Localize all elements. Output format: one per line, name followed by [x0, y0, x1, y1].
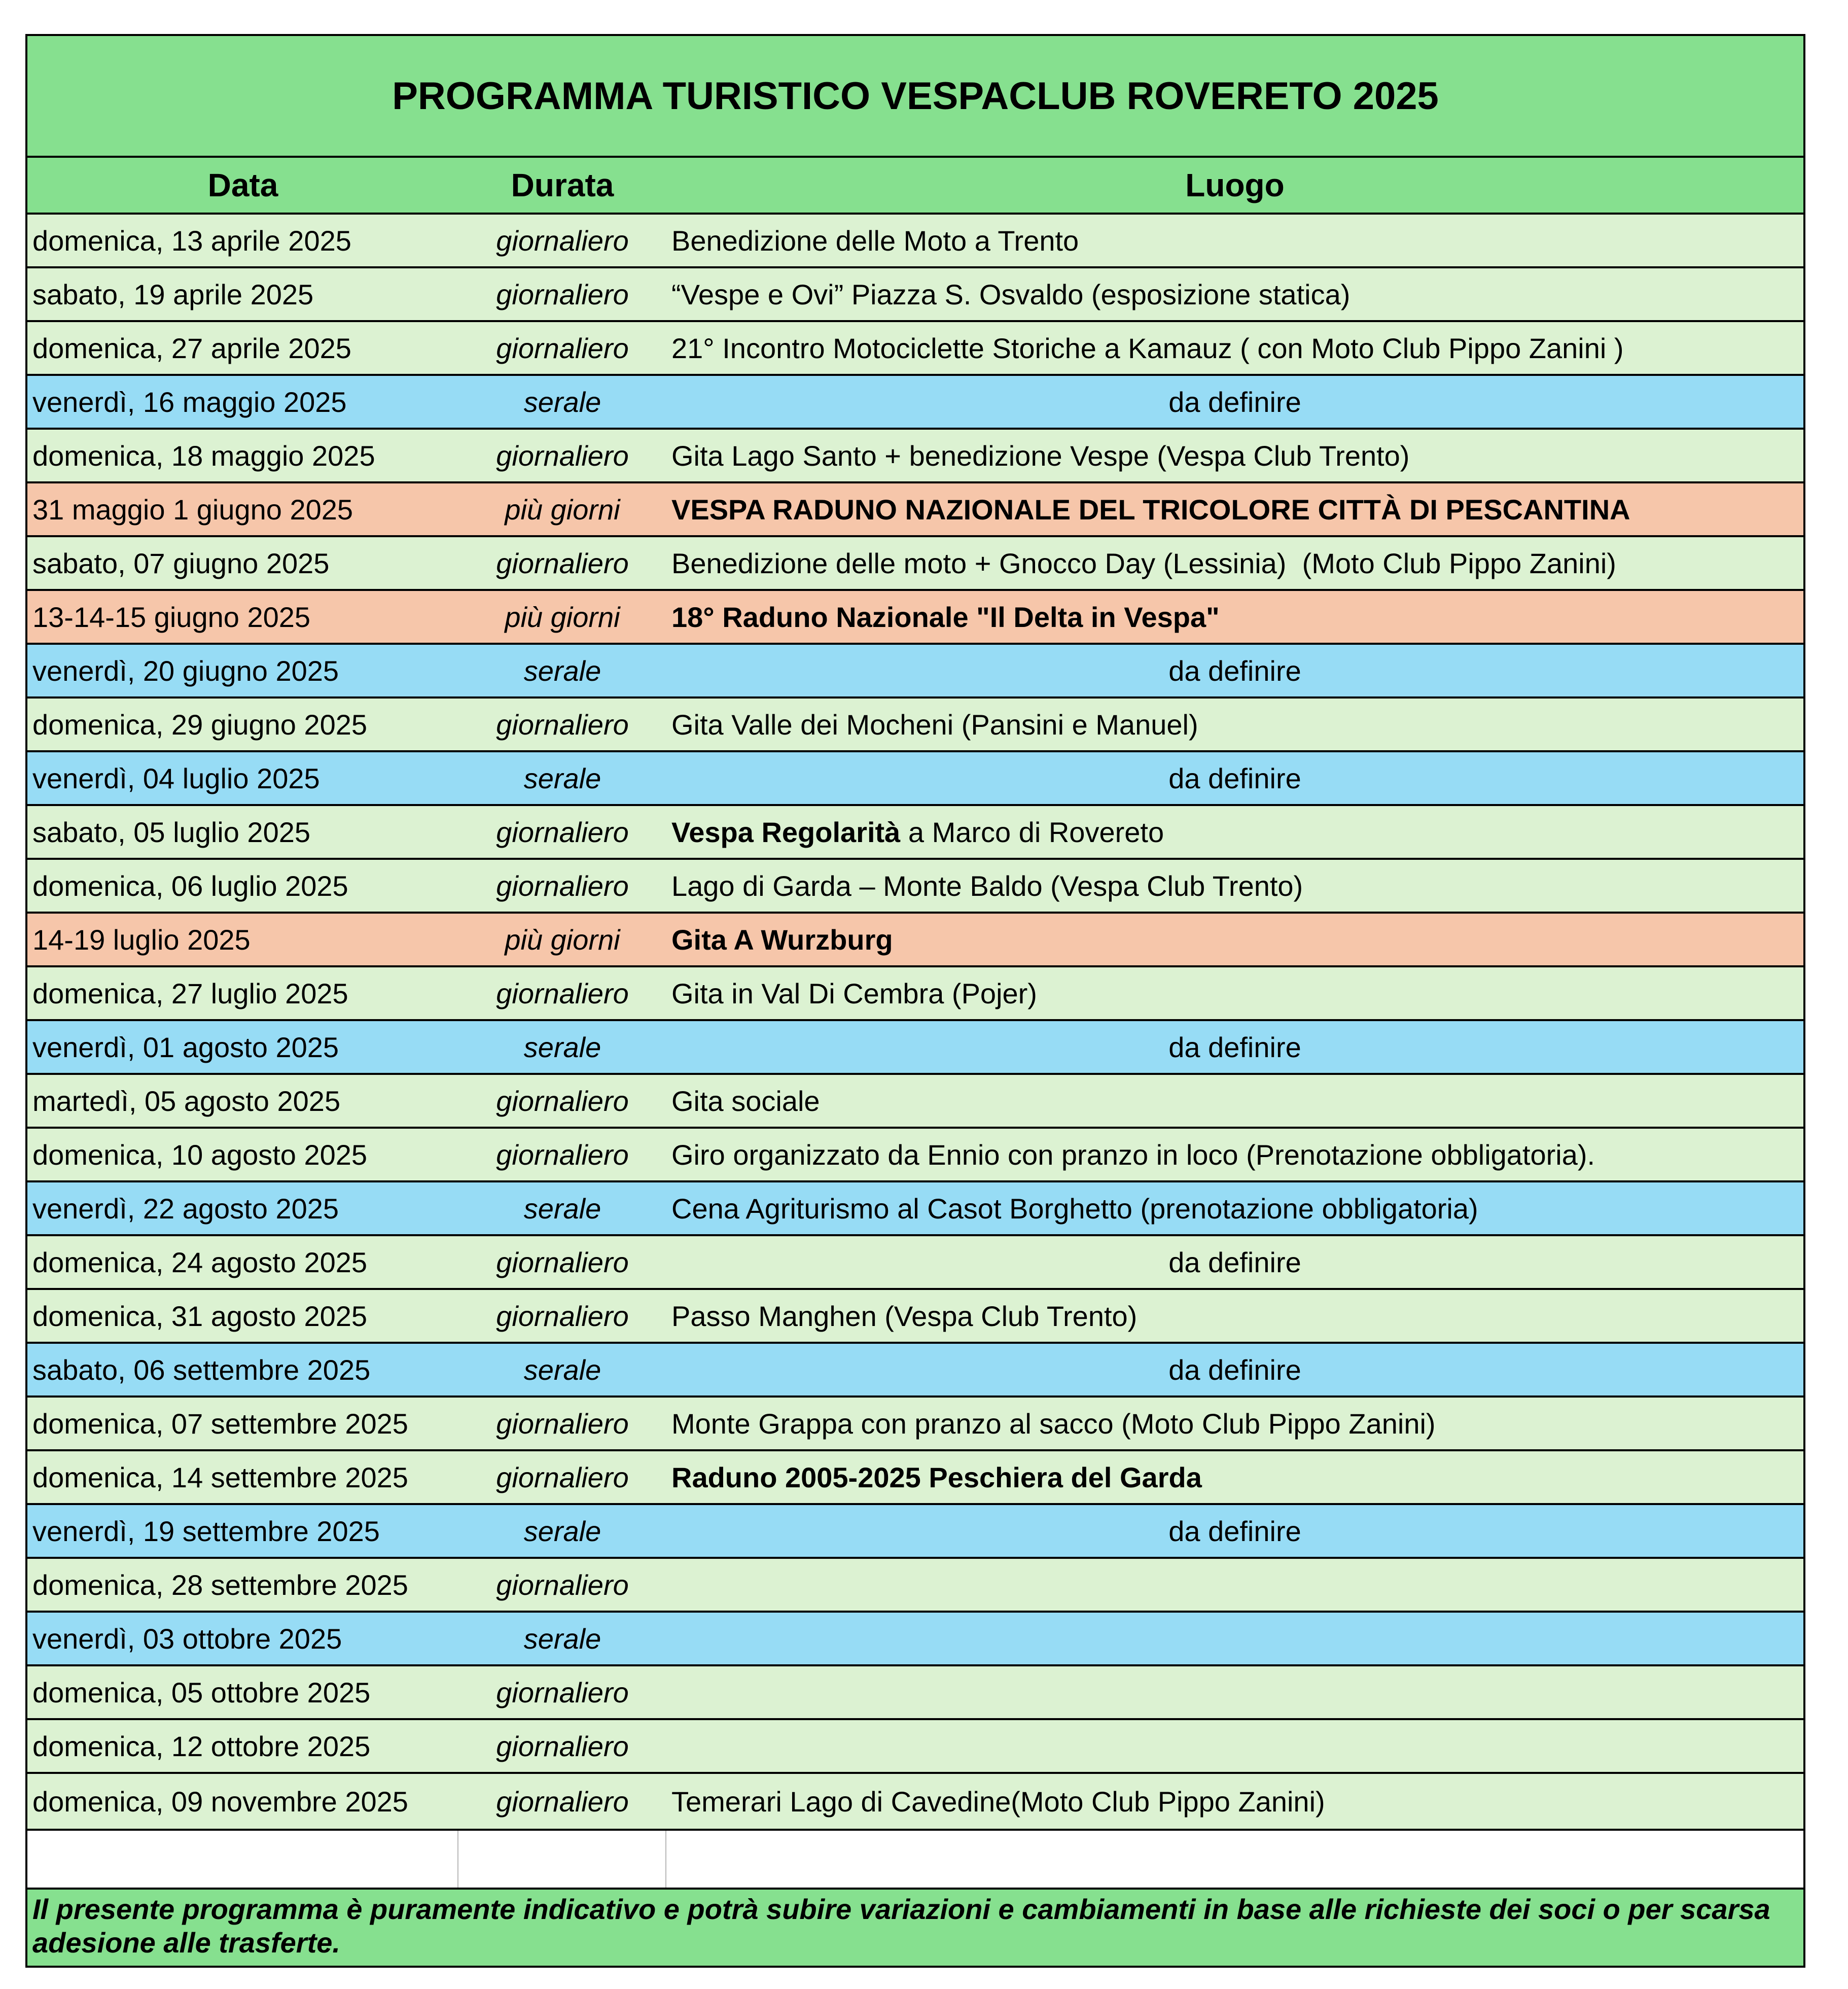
empty-cell	[458, 1831, 666, 1888]
cell-luogo: Monte Grappa con pranzo al sacco (Moto Club Pippo Zanini)	[671, 1407, 1436, 1440]
cell-luogo-bold: Vespa Regolarità	[671, 816, 901, 848]
table-row	[27, 322, 1803, 376]
cell-luogo: Gita A Wurzburg	[671, 923, 893, 956]
cell-durata: giornaliero	[496, 977, 629, 1009]
table-row	[27, 376, 1803, 430]
header-durata: Durata	[511, 167, 614, 203]
cell-data: venerdì, 22 agosto 2025	[32, 1192, 339, 1225]
table-row	[27, 699, 1803, 752]
cell-durata: giornaliero	[496, 708, 629, 741]
cell-durata: serale	[523, 1192, 601, 1225]
cell-data: venerdì, 16 maggio 2025	[32, 386, 347, 418]
cell-durata: serale	[523, 1031, 601, 1063]
cell-luogo: 21° Incontro Motociclette Storiche a Kamauz ( con Moto Club Pippo Zanini )	[671, 332, 1624, 364]
table-row	[27, 1613, 1803, 1666]
cell-durata: giornaliero	[496, 332, 629, 364]
table-row	[27, 1344, 1803, 1398]
table-row	[27, 1720, 1803, 1774]
table-row	[27, 806, 1803, 860]
cell-luogo: Lago di Garda – Monte Baldo (Vespa Club Trento)	[671, 869, 1303, 902]
table-row	[27, 430, 1803, 483]
cell-durata: giornaliero	[496, 1461, 629, 1493]
table-row	[27, 914, 1803, 967]
cell-durata: serale	[523, 654, 601, 687]
cell-durata: giornaliero	[496, 224, 629, 257]
cell-luogo: da definire	[1168, 1246, 1301, 1278]
cell-data: 13-14-15 giugno 2025	[32, 601, 311, 633]
cell-luogo: Gita in Val Di Cembra (Pojer)	[671, 977, 1037, 1009]
cell-durata: giornaliero	[496, 439, 629, 472]
table-row	[27, 1290, 1803, 1344]
cell-luogo: “Vespe e Ovi” Piazza S. Osvaldo (esposizione statica)	[671, 278, 1351, 310]
table-row	[27, 1075, 1803, 1129]
table-row	[27, 1129, 1803, 1182]
cell-data: domenica, 24 agosto 2025	[32, 1246, 368, 1278]
cell-luogo: Gita Valle dei Mocheni (Pansini e Manuel)	[671, 708, 1198, 741]
header-row	[27, 158, 1803, 215]
cell-durata: serale	[523, 762, 601, 794]
table-row	[27, 1398, 1803, 1451]
cell-durata: giornaliero	[496, 1730, 629, 1762]
table-row	[27, 967, 1803, 1021]
cell-data: sabato, 19 aprile 2025	[32, 278, 314, 310]
cell-data: domenica, 07 settembre 2025	[32, 1407, 408, 1440]
cell-durata: giornaliero	[496, 1085, 629, 1117]
cell-durata: giornaliero	[496, 869, 629, 902]
cell-durata: serale	[523, 1622, 601, 1655]
cell-data: venerdì, 19 settembre 2025	[32, 1515, 380, 1547]
cell-luogo: Gita Lago Santo + benedizione Vespe (Vespa Club Trento)	[671, 439, 1410, 472]
cell-data: 14-19 luglio 2025	[32, 923, 251, 956]
cell-luogo: Passo Manghen (Vespa Club Trento)	[671, 1300, 1138, 1332]
cell-luogo: Cena Agriturismo al Casot Borghetto (prenotazione obbligatoria)	[671, 1192, 1478, 1225]
cell-durata: serale	[523, 386, 601, 418]
cell-durata: giornaliero	[496, 1407, 629, 1440]
table-row	[27, 1666, 1803, 1720]
cell-durata: giornaliero	[496, 1785, 629, 1818]
cell-luogo: 18° Raduno Nazionale "Il Delta in Vespa"	[671, 601, 1220, 633]
cell-data: 31 maggio 1 giugno 2025	[32, 493, 353, 526]
cell-data: venerdì, 20 giugno 2025	[32, 654, 339, 687]
cell-durata: più giorni	[505, 601, 620, 633]
title-row	[27, 36, 1803, 158]
cell-data: domenica, 27 luglio 2025	[32, 977, 348, 1009]
cell-data: domenica, 09 novembre 2025	[32, 1785, 408, 1818]
table-row	[27, 645, 1803, 699]
cell-luogo: Benedizione delle Moto a Trento	[671, 224, 1079, 257]
cell-durata: giornaliero	[496, 816, 629, 848]
cell-data: domenica, 06 luglio 2025	[32, 869, 348, 902]
cell-durata: più giorni	[505, 923, 620, 956]
cell-data: venerdì, 04 luglio 2025	[32, 762, 320, 794]
cell-luogo: da definire	[1168, 1515, 1301, 1547]
cell-luogo: da definire	[1168, 654, 1301, 687]
cell-luogo: Gita sociale	[671, 1085, 820, 1117]
cell-data: domenica, 10 agosto 2025	[32, 1138, 368, 1171]
cell-data: venerdì, 03 ottobre 2025	[32, 1622, 342, 1655]
cell-data: domenica, 31 agosto 2025	[32, 1300, 368, 1332]
cell-luogo: da definire	[1168, 386, 1301, 418]
table-row	[27, 1236, 1803, 1290]
table-row	[27, 1451, 1803, 1505]
cell-data: sabato, 06 settembre 2025	[32, 1353, 371, 1386]
cell-durata: giornaliero	[496, 1300, 629, 1332]
footer-note: Il presente programma è puramente indicativo e potrà subire variazioni e cambiamenti in base alle richieste dei soci o per scarsa adesione alle trasferte.	[27, 1890, 1803, 1966]
cell-data: sabato, 07 giugno 2025	[32, 547, 330, 579]
table-row	[27, 1021, 1803, 1075]
cell-durata: serale	[523, 1515, 601, 1547]
cell-durata: giornaliero	[496, 1246, 629, 1278]
table-row	[27, 1774, 1803, 1831]
cell-data: venerdì, 01 agosto 2025	[32, 1031, 339, 1063]
cell-luogo: da definire	[1168, 762, 1301, 794]
cell-data: sabato, 05 luglio 2025	[32, 816, 310, 848]
cell-luogo: Temerari Lago di Cavedine(Moto Club Pippo Zanini)	[671, 1785, 1325, 1818]
table-row	[27, 537, 1803, 591]
cell-durata: giornaliero	[496, 1138, 629, 1171]
cell-luogo: VESPA RADUNO NAZIONALE DEL TRICOLORE CITTÀ DI PESCANTINA	[671, 493, 1630, 526]
cell-durata: giornaliero	[496, 547, 629, 579]
cell-luogo: Benedizione delle moto + Gnocco Day (Lessinia) (Moto Club Pippo Zanini)	[671, 547, 1616, 579]
cell-luogo: da definire	[1168, 1353, 1301, 1386]
cell-luogo-rest: a Marco di Rovereto	[900, 816, 1164, 848]
table-row	[27, 215, 1803, 268]
header-luogo: Luogo	[1185, 167, 1285, 203]
cell-data: domenica, 13 aprile 2025	[32, 224, 351, 257]
program-table	[25, 34, 1805, 1968]
cell-durata: giornaliero	[496, 1568, 629, 1601]
cell-data: domenica, 29 giugno 2025	[32, 708, 368, 741]
table-row	[27, 483, 1803, 537]
table-row	[27, 860, 1803, 914]
cell-data: domenica, 28 settembre 2025	[32, 1568, 408, 1601]
empty-cell	[27, 1831, 458, 1888]
cell-durata: giornaliero	[496, 1676, 629, 1708]
table-row	[27, 1505, 1803, 1559]
page-title: PROGRAMMA TURISTICO VESPACLUB ROVERETO 2025	[392, 74, 1439, 118]
table-row	[27, 591, 1803, 645]
empty-cell	[666, 1831, 1803, 1888]
cell-data: domenica, 05 ottobre 2025	[32, 1676, 371, 1708]
cell-luogo: da definire	[1168, 1031, 1301, 1063]
table-row	[27, 1182, 1803, 1236]
cell-durata: serale	[523, 1353, 601, 1386]
cell-durata: giornaliero	[496, 278, 629, 310]
table-row	[27, 752, 1803, 806]
cell-luogo: Giro organizzato da Ennio con pranzo in loco (Prenotazione obbligatoria).	[671, 1138, 1595, 1171]
cell-data: domenica, 27 aprile 2025	[32, 332, 351, 364]
cell-data: domenica, 14 settembre 2025	[32, 1461, 408, 1493]
header-data: Data	[207, 167, 278, 203]
cell-luogo: Raduno 2005-2025 Peschiera del Garda	[671, 1461, 1202, 1493]
cell-data: martedì, 05 agosto 2025	[32, 1085, 341, 1117]
cell-luogo	[666, 816, 1803, 849]
cell-durata: più giorni	[505, 493, 620, 526]
empty-row	[27, 1831, 1803, 1890]
table-row	[27, 1559, 1803, 1613]
cell-data: domenica, 12 ottobre 2025	[32, 1730, 371, 1762]
cell-data: domenica, 18 maggio 2025	[32, 439, 375, 472]
table-row	[27, 268, 1803, 322]
